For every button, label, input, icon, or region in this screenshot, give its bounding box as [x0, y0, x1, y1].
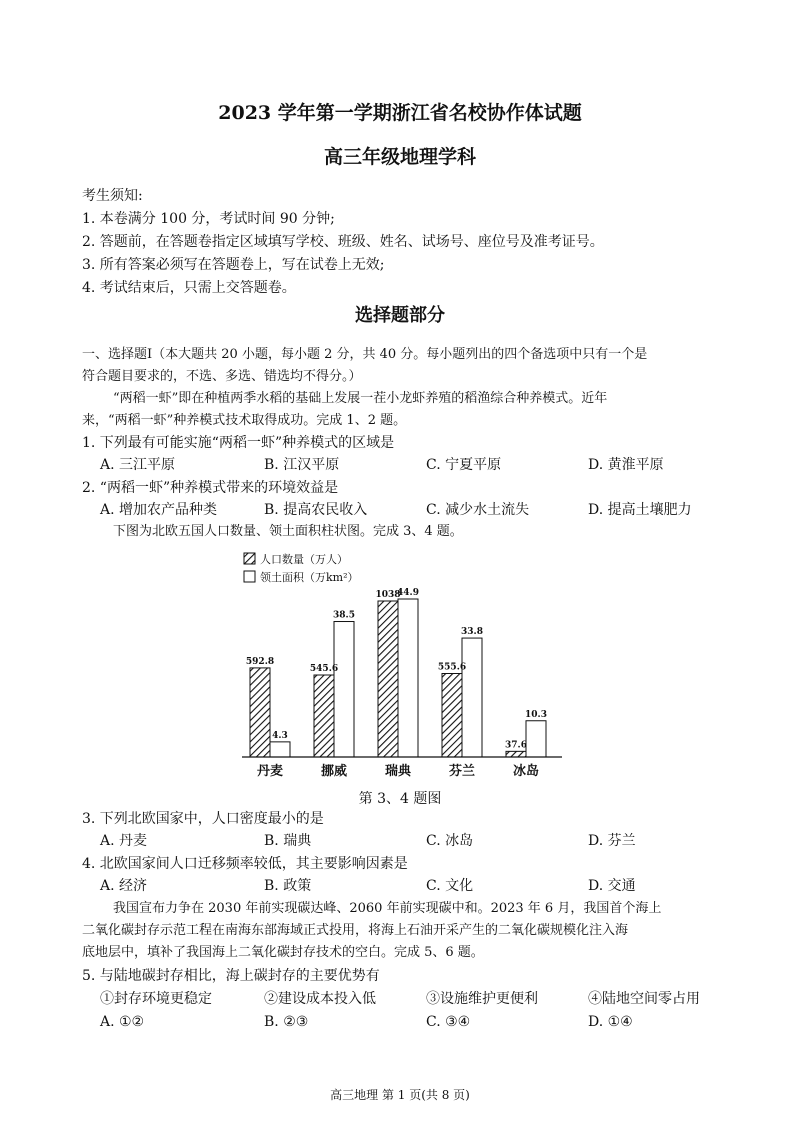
passage3-line1: 我国宣布力争在 2030 年前实现碳达峰、2060 年前实现碳中和。2023 年 6 月，我国首个海上 [113, 901, 662, 916]
notice-item: 2. 答题前，在答题卷指定区域填写学校、班级、姓名、试场号、座位号及准考证号。 [82, 234, 604, 250]
q1-option-b[interactable]: B. 江汉平原 [264, 457, 340, 473]
category-label: 瑞典 [384, 764, 412, 779]
category-label: 丹麦 [256, 764, 284, 779]
part1-instructions-line1: 一、选择题Ⅰ（本大题共 20 小题，每小题 2 分，共 40 分。每小题列出的四个备选项中只有一个是 [82, 347, 648, 362]
population-label: 555.6 [437, 662, 467, 673]
q3-option-c[interactable]: C. 冰岛 [426, 833, 474, 849]
passage3-line2: 二氧化碳封存示范工程在南海东部海域正式投用，将海上石油开采产生的二氧化碳规模化注入海 [82, 923, 629, 938]
notice-item: 3. 所有答案必须写在答题卷上，写在试卷上无效; [82, 257, 385, 273]
population-label: 545.6 [309, 664, 339, 675]
q3-option-b[interactable]: B. 瑞典 [264, 833, 312, 849]
area-label: 38.5 [333, 610, 355, 621]
population-label: 592.8 [245, 656, 275, 667]
q5-stem: 5. 与陆地碳封存相比，海上碳封存的主要优势有 [82, 968, 380, 984]
population-bar [506, 751, 526, 757]
area-bar [334, 622, 354, 757]
area-bar [526, 721, 546, 757]
passage1-line2: 来，“两稻一虾”种养模式技术取得成功。完成 1、2 题。 [82, 413, 407, 428]
section-title: 选择题部分 [355, 305, 445, 326]
population-bar [314, 675, 334, 757]
q5-option-c[interactable]: C. ③④ [426, 1014, 471, 1030]
notice-item: 1. 本卷满分 100 分，考试时间 90 分钟; [82, 211, 335, 227]
q1-option-c[interactable]: C. 宁夏平原 [426, 457, 502, 473]
population-bar [378, 601, 398, 757]
chart-caption: 第 3、4 题图 [358, 791, 442, 807]
q4-option-a[interactable]: A. 经济 [100, 878, 148, 894]
exam-title: 2023 学年第一学期浙江省名校协作体试题 [218, 102, 582, 124]
legend-swatch [244, 571, 255, 582]
area-label: 44.9 [397, 588, 419, 598]
population-bar [442, 673, 462, 757]
q2-option-c[interactable]: C. 减少水土流失 [426, 502, 530, 518]
legend-label: 领土面积（万km²） [260, 571, 359, 584]
population-bar [250, 668, 270, 757]
q4-option-c[interactable]: C. 文化 [426, 878, 474, 894]
area-label: 33.8 [461, 627, 483, 638]
page-footer: 高三地理 第 1 页(共 8 页) [330, 1088, 470, 1102]
area-bar [462, 638, 482, 757]
q2-option-b[interactable]: B. 提高农民收入 [264, 502, 368, 518]
population-label: 37.6 [505, 740, 527, 751]
q3-stem: 3. 下列北欧国家中，人口密度最小的是 [82, 811, 324, 827]
part1-instructions-line2: 符合题目要求的，不选、多选、错选均不得分。） [82, 369, 362, 384]
passage1-line1: “两稻一虾”即在种植两季水稻的基础上发展一茬小龙虾养殖的稻渔综合种养模式。近年 [113, 391, 608, 406]
q4-stem: 4. 北欧国家间人口迁移频率较低，其主要影响因素是 [82, 856, 408, 872]
passage3-line3: 底地层中，填补了我国海上二氧化碳封存技术的空白。完成 5、6 题。 [82, 945, 484, 960]
q5-option-b[interactable]: B. ②③ [264, 1014, 309, 1030]
area-bar [398, 599, 418, 757]
q5-item-4: ④陆地空间零占用 [588, 991, 700, 1007]
q5-item-1: ①封存环境更稳定 [100, 991, 212, 1007]
q4-option-d[interactable]: D. 交通 [588, 878, 636, 894]
population-label: 1038 [375, 590, 401, 600]
q4-option-b[interactable]: B. 政策 [264, 878, 312, 894]
category-label: 冰岛 [512, 764, 540, 779]
q3-option-d[interactable]: D. 芬兰 [588, 833, 636, 849]
q1-option-a[interactable]: A. 三江平原 [100, 457, 176, 473]
area-bar [270, 742, 290, 757]
category-label: 挪威 [320, 764, 348, 779]
exam-subtitle: 高三年级地理学科 [323, 146, 476, 168]
passage2: 下图为北欧五国人口数量、领土面积柱状图。完成 3、4 题。 [113, 524, 463, 539]
q3-option-a[interactable]: A. 丹麦 [100, 833, 148, 849]
nordic-bar-chart [220, 545, 580, 785]
legend-label: 人口数量（万人） [260, 553, 348, 566]
q5-option-d[interactable]: D. ①④ [588, 1014, 633, 1030]
q2-stem: 2. “两稻一虾”种养模式带来的环境效益是 [82, 480, 339, 496]
category-label: 芬兰 [448, 764, 476, 779]
notice-item: 4. 考试结束后，只需上交答题卷。 [82, 280, 296, 296]
area-label: 4.3 [272, 730, 288, 741]
q1-stem: 1. 下列最有可能实施“两稻一虾”种养模式的区域是 [82, 435, 395, 451]
q5-item-3: ③设施维护更便利 [426, 991, 538, 1007]
q5-option-a[interactable]: A. ①② [100, 1014, 145, 1030]
area-label: 10.3 [525, 709, 547, 720]
notice-heading: 考生须知: [82, 188, 143, 204]
q2-option-d[interactable]: D. 提高土壤肥力 [588, 502, 692, 518]
legend-swatch [244, 553, 255, 564]
q5-item-2: ②建设成本投入低 [264, 991, 376, 1007]
q1-option-d[interactable]: D. 黄淮平原 [588, 457, 664, 473]
q2-option-a[interactable]: A. 增加农产品种类 [100, 502, 218, 518]
